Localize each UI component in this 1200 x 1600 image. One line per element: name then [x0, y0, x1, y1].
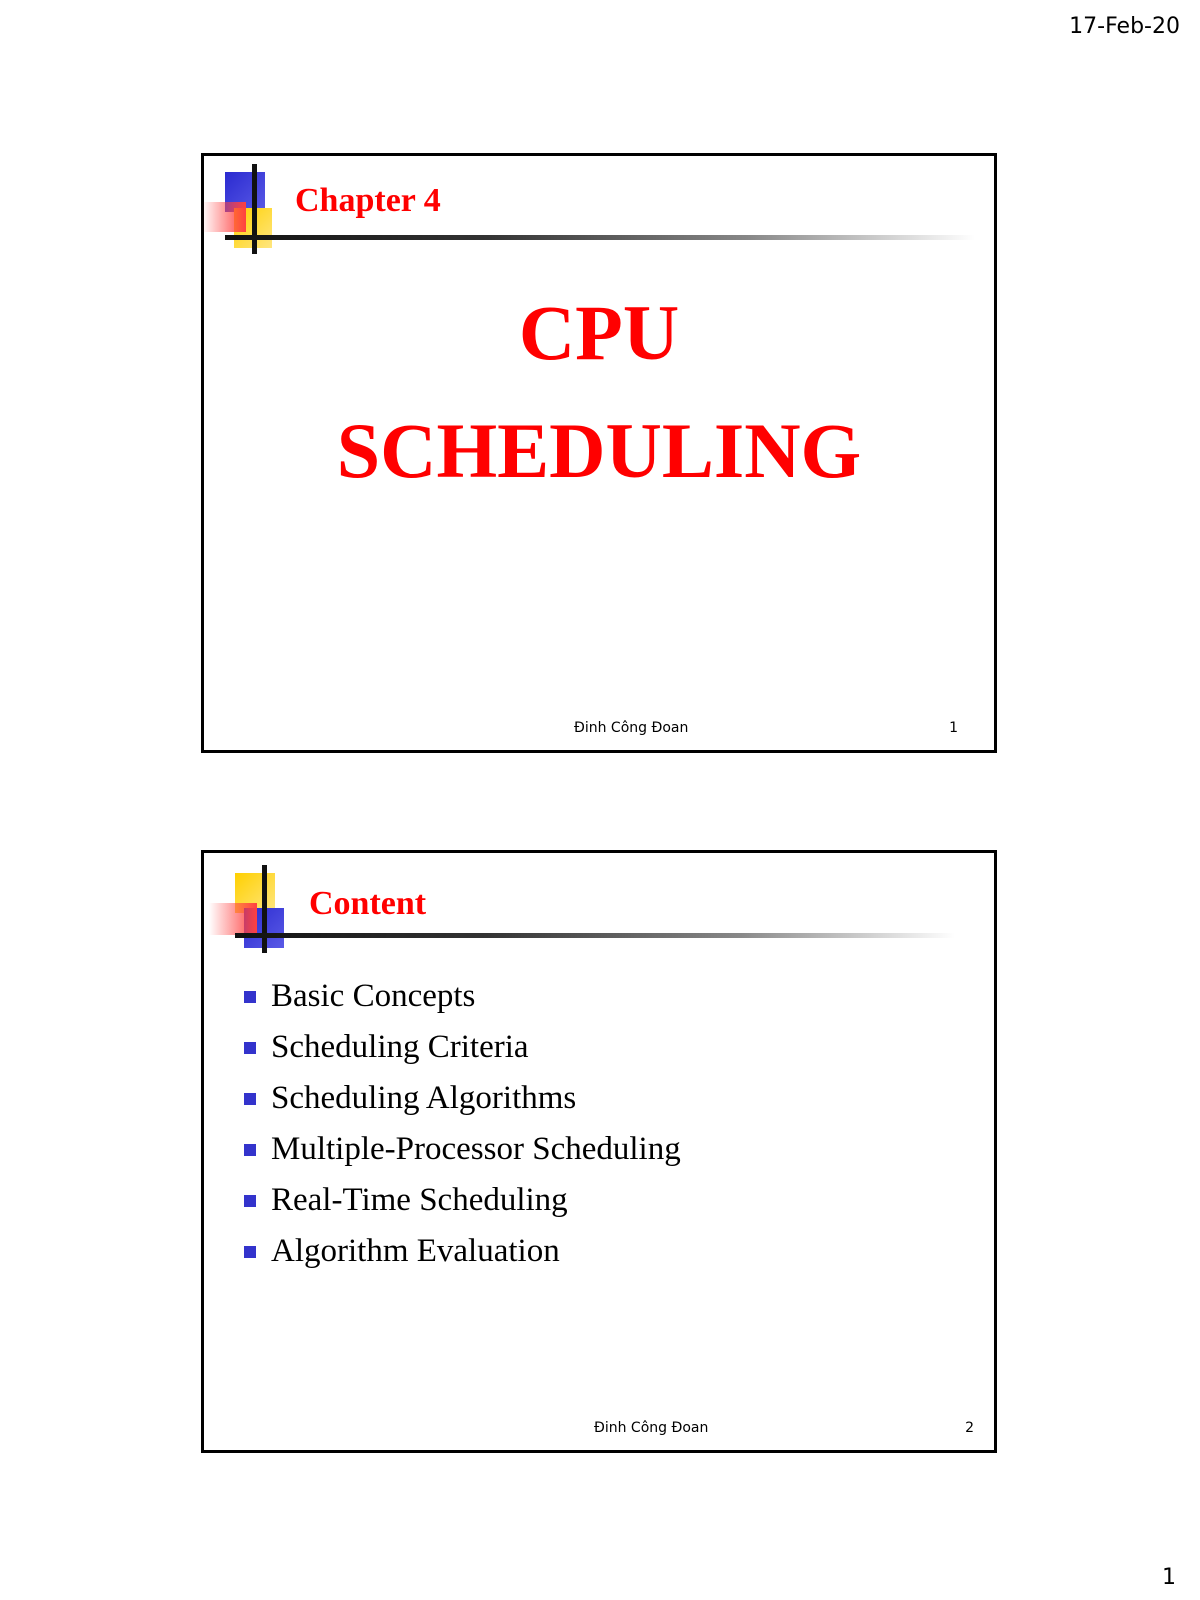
list-item: Basic Concepts	[244, 971, 681, 1022]
list-item: Real-Time Scheduling	[244, 1175, 681, 1226]
page-number: 1	[1162, 1565, 1176, 1590]
slide-heading: Chapter 4	[295, 182, 441, 219]
square-bullet-icon	[244, 1144, 256, 1156]
title-line-2: SCHEDULING	[336, 407, 862, 494]
square-bullet-icon	[244, 1042, 256, 1054]
square-bullet-icon	[244, 991, 256, 1003]
slide-footer-author: Đinh Công Đoan	[594, 1420, 709, 1436]
bullet-list	[244, 971, 681, 1277]
slide-footer-author: Đinh Công Đoan	[574, 720, 689, 736]
page-date: 17-Feb-20	[1069, 14, 1180, 39]
square-bullet-icon	[244, 1093, 256, 1105]
title-line-1: CPU	[518, 289, 680, 376]
list-item: Scheduling Criteria	[244, 1022, 681, 1073]
slide-title	[204, 274, 994, 510]
slide-1	[201, 153, 997, 753]
list-item: Scheduling Algorithms	[244, 1073, 681, 1124]
square-bullet-icon	[244, 1246, 256, 1258]
slide-footer-number: 2	[965, 1420, 974, 1436]
list-item: Multiple-Processor Scheduling	[244, 1124, 681, 1175]
list-item: Algorithm Evaluation	[244, 1226, 681, 1277]
slide-footer-number: 1	[949, 720, 958, 736]
slide-2	[201, 850, 997, 1453]
square-bullet-icon	[244, 1195, 256, 1207]
slide-heading: Content	[309, 885, 427, 922]
